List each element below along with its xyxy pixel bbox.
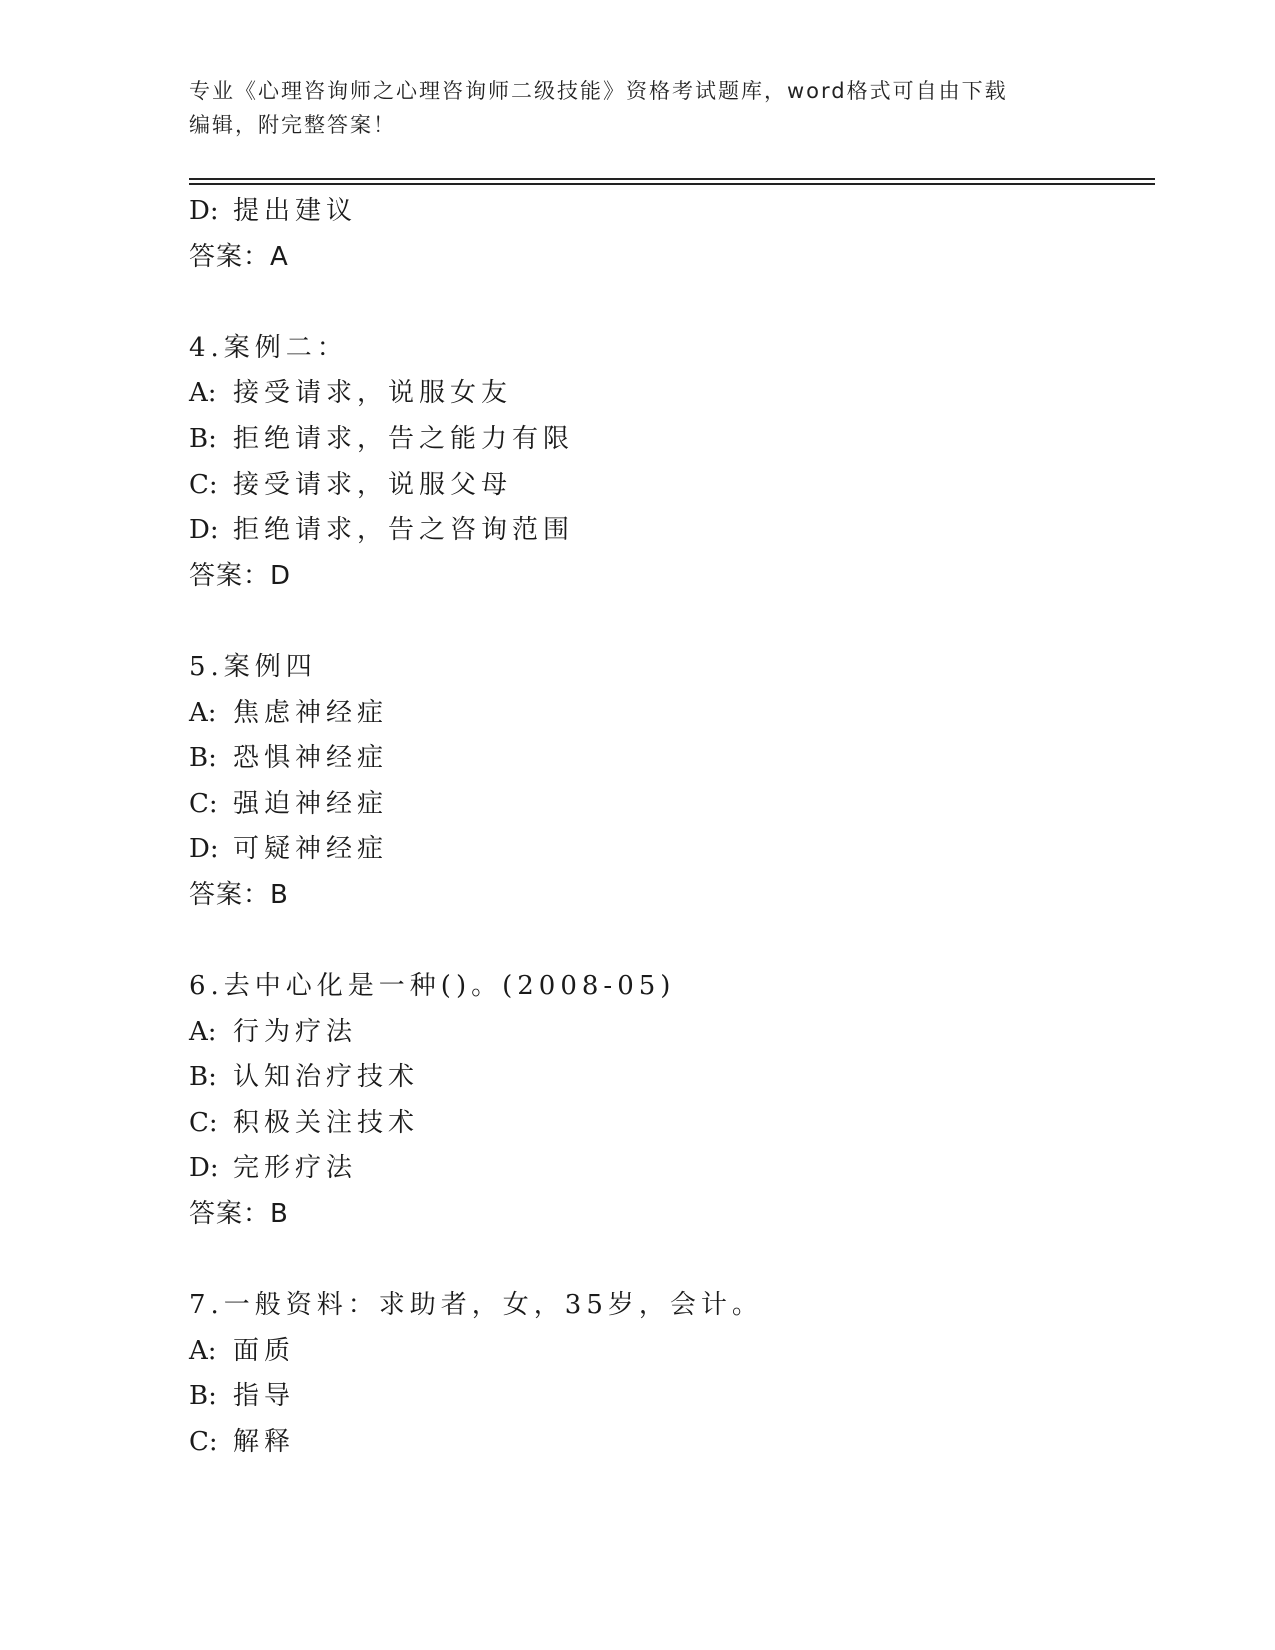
header-rule-bottom	[189, 183, 1155, 185]
question-block	[189, 326, 1149, 600]
option-letter: C:	[189, 469, 218, 500]
option-text: 强迫神经症	[233, 788, 389, 819]
option-line	[189, 1101, 1149, 1147]
document-header	[189, 74, 1089, 142]
option-letter: C:	[189, 788, 218, 819]
option-line	[189, 782, 1149, 828]
option-line	[189, 736, 1149, 782]
option-letter: B:	[189, 743, 217, 774]
option-text: 行为疗法	[233, 1016, 358, 1047]
option-line	[189, 1010, 1149, 1056]
option-text: 拒绝请求，告之咨询范围	[233, 515, 575, 546]
option-line	[189, 371, 1149, 417]
option-text: 完形疗法	[233, 1153, 358, 1184]
header-line-2: 编辑，附完整答案！	[189, 113, 396, 137]
answer-line: 答案：B	[189, 879, 289, 910]
question-title: 5.案例四	[189, 651, 317, 682]
question-title: 4.案例二：	[189, 332, 348, 363]
option-letter: D:	[189, 196, 219, 226]
option-text: 接受请求，说服父母	[233, 469, 513, 500]
option-letter: D:	[189, 515, 219, 546]
option-text: 认知治疗技术	[233, 1062, 420, 1093]
option-text: 接受请求，说服女友	[233, 378, 513, 409]
option-text: 解释	[233, 1427, 296, 1458]
option-letter: B:	[189, 1381, 217, 1412]
question-block	[189, 645, 1149, 919]
option-line	[189, 1146, 1149, 1192]
option-letter: D:	[189, 834, 219, 865]
question-list	[189, 189, 1149, 1466]
option-text: 面质	[233, 1335, 296, 1366]
option-letter: A:	[189, 378, 217, 409]
option-text: 积极关注技术	[233, 1107, 420, 1138]
option-line	[189, 1420, 1149, 1466]
option-letter: B:	[189, 1062, 217, 1093]
option-letter: B:	[189, 423, 217, 454]
option-line	[189, 417, 1149, 463]
question-title: 7.一般资料：求助者，女，35岁，会计。	[189, 1290, 763, 1321]
question-block	[189, 1283, 1149, 1465]
option-line	[189, 691, 1149, 737]
spacer	[189, 599, 1149, 645]
header-line-1: 专业《心理咨询师之心理咨询师二级技能》资格考试题库，word格式可自由下载	[189, 79, 1008, 103]
option-text: 提出建议	[233, 196, 358, 226]
option-text: 可疑神经症	[233, 834, 389, 865]
option-letter: C:	[189, 1427, 218, 1458]
option-line	[189, 827, 1149, 873]
option-line	[189, 1055, 1149, 1101]
option-text: 焦虑神经症	[233, 697, 389, 728]
spacer	[189, 919, 1149, 965]
option-text: 拒绝请求，告之能力有限	[233, 423, 575, 454]
answer-line: 答案：B	[189, 1199, 289, 1230]
option-text: 指导	[233, 1381, 296, 1412]
question-block	[189, 964, 1149, 1238]
option-letter: A:	[189, 1016, 217, 1047]
spacer	[189, 280, 1149, 326]
option-text: 恐惧神经症	[233, 743, 389, 774]
answer-line: 答案：D	[189, 560, 292, 591]
option-line	[189, 1374, 1149, 1420]
option-letter: D:	[189, 1153, 219, 1184]
option-letter: A:	[189, 697, 217, 728]
question-block	[189, 189, 1149, 280]
option-line	[189, 189, 1149, 235]
spacer	[189, 1238, 1149, 1284]
header-rule-top	[189, 178, 1155, 180]
option-line	[189, 463, 1149, 509]
question-title: 6.去中心化是一种()。(2008-05)	[189, 971, 676, 1002]
option-line	[189, 508, 1149, 554]
answer-line: 答案：A	[189, 241, 289, 272]
option-letter: A:	[189, 1335, 217, 1366]
option-line	[189, 1329, 1149, 1375]
option-letter: C:	[189, 1107, 218, 1138]
